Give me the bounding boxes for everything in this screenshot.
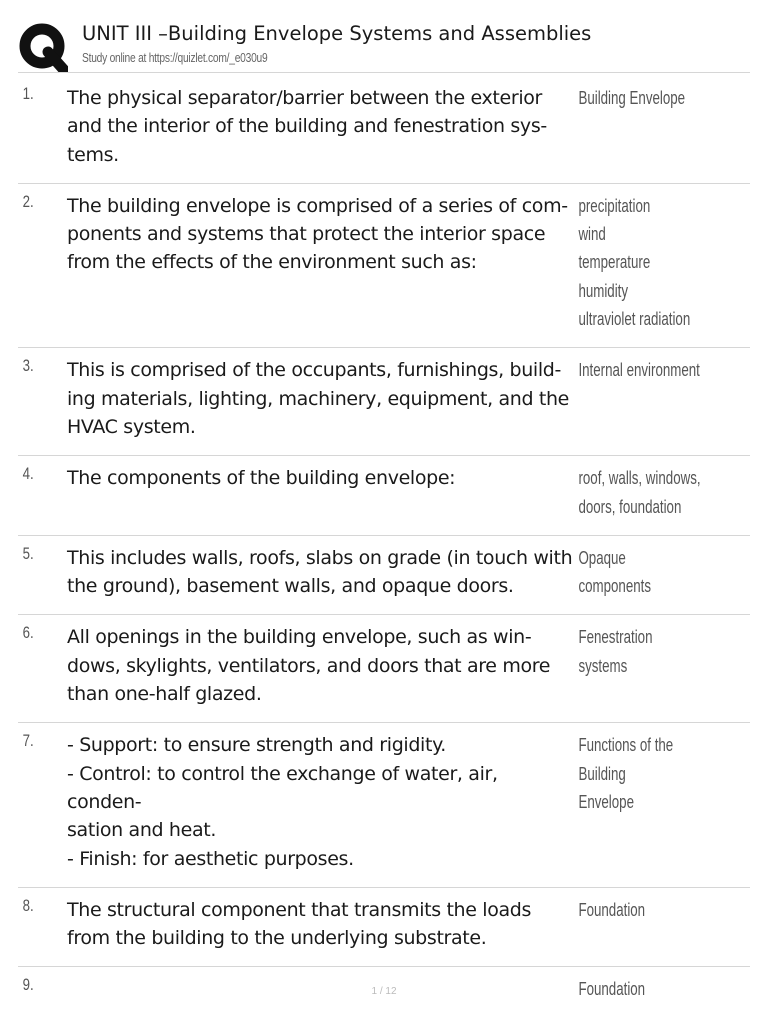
card-term: This is comprised of the occupants, furnishings, build- ing materials, lighting, machinery, equipment, and the HVAC system. bbox=[67, 359, 570, 438]
page-title: UNIT III –Building Envelope Systems and Assemblies bbox=[82, 22, 592, 45]
study-online-link[interactable]: Study online at https://quizlet.com/_e030u9 bbox=[82, 51, 268, 65]
card-definition: roof, walls, windows, doors, foundation bbox=[578, 467, 701, 517]
card-number: 3. bbox=[22, 356, 34, 376]
card-term: This includes walls, roofs, slabs on grade (in touch with the ground), basement walls, and opaque doors. bbox=[67, 546, 573, 598]
card-number: 7. bbox=[22, 731, 34, 751]
quizlet-logo-icon[interactable] bbox=[18, 22, 68, 72]
card-definition: Internal environment bbox=[578, 359, 700, 381]
page-number: 1 / 12 bbox=[371, 986, 397, 997]
flashcard-row bbox=[18, 536, 750, 616]
card-definition: Foundation bbox=[578, 978, 646, 1000]
flashcard-row bbox=[18, 888, 750, 968]
flashcard-row bbox=[18, 348, 750, 456]
card-term: The structural component that transmits the loads from the building to the underlying substrate. bbox=[67, 898, 532, 950]
flashcard-row bbox=[18, 723, 750, 887]
card-term: The components of the building envelope: bbox=[67, 467, 456, 490]
card-term: All openings in the building envelope, such as win- dows, skylights, ventilators, and doors that are more than one-half glazed. bbox=[67, 626, 551, 706]
card-number: 8. bbox=[22, 895, 34, 915]
card-number: 5. bbox=[22, 543, 34, 563]
flashcard-row bbox=[18, 184, 750, 348]
card-number: 6. bbox=[22, 623, 34, 643]
card-definition: Fenestration systems bbox=[578, 626, 653, 676]
flashcard-row bbox=[18, 615, 750, 723]
card-term: - Support: to ensure strength and rigidity. - Control: to control the exchange of water, air, conden- sation and heat. - Finish: for aesthetic purposes. bbox=[67, 734, 498, 870]
card-number: 2. bbox=[22, 191, 34, 211]
card-number: 1. bbox=[22, 84, 34, 103]
card-definition: Functions of the Building Envelope bbox=[578, 734, 674, 812]
card-term: The physical separator/barrier between the exterior and the interior of the building and fenestration sys- tems. bbox=[67, 87, 547, 166]
card-definition: Foundation bbox=[578, 898, 646, 920]
flashcard-row bbox=[18, 456, 750, 536]
page-header bbox=[18, 20, 750, 73]
card-number: 4. bbox=[22, 464, 34, 484]
flashcard-list bbox=[18, 74, 750, 1018]
card-definition: precipitation wind temperature humidity ultraviolet radiation bbox=[578, 194, 691, 330]
card-definition: Opaque components bbox=[578, 546, 652, 597]
card-definition: Building Envelope bbox=[578, 87, 686, 108]
flashcard-row bbox=[18, 74, 750, 184]
card-number: 9. bbox=[22, 975, 34, 995]
card-term: The building envelope is comprised of a series of com- ponents and systems that protect the interior space from the effects of the environment such as: bbox=[67, 194, 568, 274]
